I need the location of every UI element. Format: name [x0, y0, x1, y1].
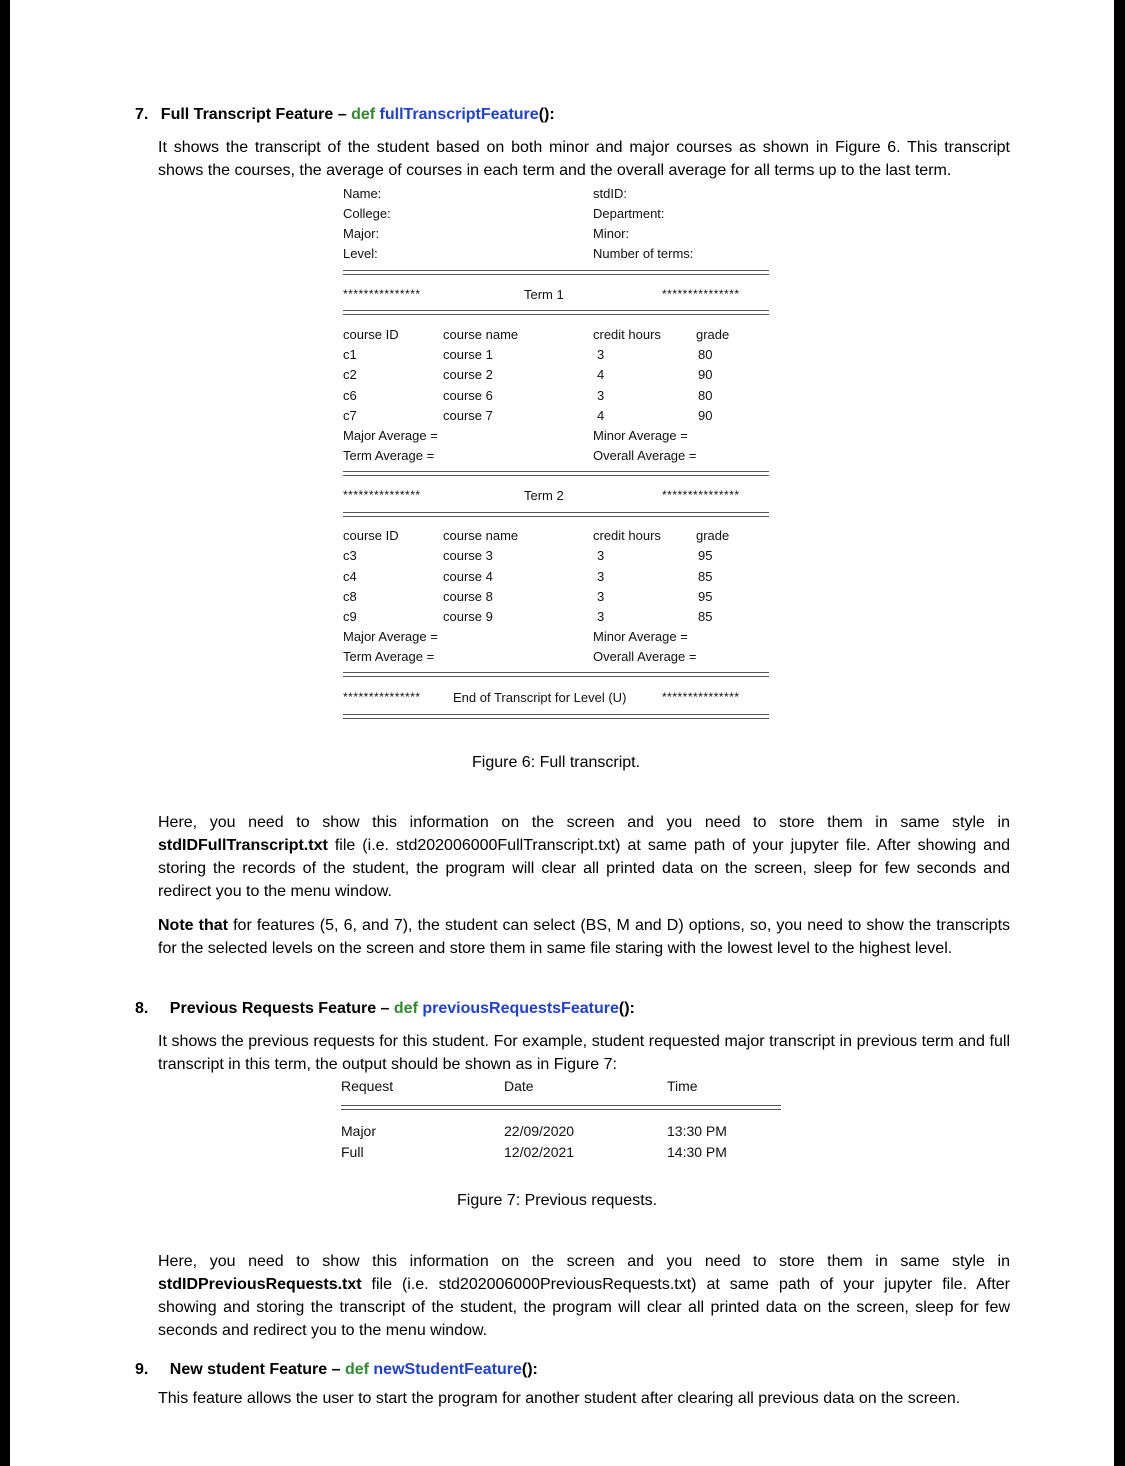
course-name: course 7 [443, 408, 493, 423]
document-page [10, 0, 1114, 1466]
course-name: course 6 [443, 388, 493, 403]
col-credit-hours: credit hours [593, 327, 661, 342]
course-id: c1 [343, 347, 357, 362]
credit-hours: 3 [597, 569, 605, 584]
grade: 90 [698, 408, 713, 423]
section-9-heading [135, 1361, 538, 1379]
credit-hours: 3 [597, 589, 605, 604]
term-2-term-average: Term Average = [343, 649, 435, 664]
separator-rule [343, 270, 769, 275]
filename-bold: stdIDPreviousRequests.txt [158, 1276, 362, 1293]
separator-rule [343, 714, 769, 719]
filename-bold: stdIDFullTranscript.txt [158, 837, 328, 854]
header-number-of-terms: Number of terms: [593, 246, 694, 261]
section-8-function-name: previousRequestsFeature [422, 1000, 619, 1017]
term-2-major-average: Major Average = [343, 629, 438, 644]
header-major: Major: [343, 226, 380, 241]
course-name: course 2 [443, 367, 493, 382]
section-7-title: Full Transcript Feature – [160, 106, 352, 123]
grade: 85 [698, 569, 713, 584]
section-8-title: Previous Requests Feature – [169, 1000, 394, 1017]
paragraph-text: Here, you need to show this information on the screen and you need to store them in same style in [158, 814, 1010, 831]
figure-7-caption: Figure 7: Previous requests. [457, 1192, 658, 1209]
separator-rule [343, 672, 769, 677]
paragraph-text: file (i.e. std202006000PreviousRequests.txt) at same path of your jupyter file. After showing and storing the transcript of the student, the program will clear all printed data on the screen, sleep for few seconds and redirect you to the menu window. [158, 1276, 1010, 1339]
col-course-id: course ID [343, 327, 399, 342]
term-1-term-average: Term Average = [343, 448, 435, 463]
col-course-name: course name [443, 528, 519, 543]
section-9-parens: (): [521, 1361, 538, 1378]
grade: 95 [698, 548, 713, 563]
term-2-minor-average: Minor Average = [593, 629, 688, 644]
note-paragraph [158, 914, 1010, 960]
section-7-function-name: fullTranscriptFeature [379, 106, 539, 123]
grade: 90 [698, 367, 713, 382]
term-2-overall-average: Overall Average = [593, 649, 697, 664]
request-type: Major [341, 1123, 377, 1139]
figure-6-caption: Figure 6: Full transcript. [472, 754, 641, 771]
header-stdid: stdID: [593, 186, 627, 201]
section-8-number: 8. [135, 1000, 149, 1017]
grade: 85 [698, 609, 713, 624]
section-9-title: New student Feature – [169, 1361, 345, 1378]
grade: 80 [698, 347, 713, 362]
grade: 95 [698, 589, 713, 604]
col-course-id: course ID [343, 528, 399, 543]
course-id: c8 [343, 589, 357, 604]
separator-rule [343, 310, 769, 315]
section-7-storage-paragraph [158, 811, 1010, 903]
term-2-stars-right: *************** [662, 488, 740, 502]
col-credit-hours: credit hours [593, 528, 661, 543]
section-8-heading [135, 1000, 635, 1018]
term-1-title: Term 1 [524, 287, 564, 302]
header-college: College: [343, 206, 391, 221]
credit-hours: 3 [597, 388, 605, 403]
section-7-def-keyword: def [351, 106, 380, 123]
course-id: c4 [343, 569, 357, 584]
note-text: for features (5, 6, and 7), the student can select (BS, M and D) options, so, you need to show the transcripts for the selected levels on the screen and store them in same file staring with the lowest level to the highest level. [158, 917, 1011, 957]
grade: 80 [698, 388, 713, 403]
section-7-parens: (): [538, 106, 555, 123]
header-level: Level: [343, 246, 378, 261]
section-9-number: 9. [135, 1361, 149, 1378]
end-of-transcript-text: End of Transcript for Level (U) [453, 690, 627, 705]
credit-hours: 3 [597, 347, 605, 362]
note-label: Note that [158, 917, 228, 934]
term-1-overall-average: Overall Average = [593, 448, 697, 463]
col-date: Date [504, 1078, 534, 1094]
col-grade: grade [696, 327, 730, 342]
course-id: c9 [343, 609, 357, 624]
header-name: Name: [343, 186, 382, 201]
section-9-def-keyword: def [344, 1361, 374, 1378]
term-2-title: Term 2 [524, 488, 564, 503]
course-name: course 8 [443, 589, 493, 604]
course-id: c7 [343, 408, 357, 423]
request-date: 12/02/2021 [504, 1144, 575, 1160]
course-name: course 3 [443, 548, 493, 563]
section-9-function-name: newStudentFeature [373, 1361, 522, 1378]
credit-hours: 3 [597, 609, 605, 624]
course-id: c3 [343, 548, 357, 563]
term-1-stars-left: *************** [343, 287, 421, 301]
paragraph-text: file (i.e. std202006000FullTranscript.txt) at same path of your jupyter file. After showing and storing the records of the student, the program will clear all printed data on the screen, sleep for few seconds and redirect you to the menu window. [158, 837, 1010, 900]
course-name: course 1 [443, 347, 493, 362]
course-name: course 9 [443, 609, 493, 624]
credit-hours: 4 [597, 408, 605, 423]
request-time: 13:30 PM [667, 1123, 727, 1139]
section-8-def-keyword: def [393, 1000, 423, 1017]
request-time: 14:30 PM [667, 1144, 727, 1160]
request-date: 22/09/2020 [504, 1123, 575, 1139]
header-department: Department: [593, 206, 665, 221]
term-1-stars-right: *************** [662, 287, 740, 301]
section-7-intro: It shows the transcript of the student based on both minor and major courses as shown in Figure 6. This transcript shows the courses, the average of courses in each term and the overall average for all terms up to the last term. [158, 139, 1010, 179]
header-minor: Minor: [593, 226, 630, 241]
col-course-name: course name [443, 327, 519, 342]
section-8-intro: It shows the previous requests for this student. For example, student requested major transcript in previous term and full transcript in this term, the output should be shown as in Figure 7: [158, 1033, 1010, 1073]
section-7-number: 7. [135, 106, 149, 123]
section-7-heading [135, 106, 555, 124]
separator-rule [343, 471, 769, 476]
section-8-storage-paragraph [158, 1250, 1010, 1342]
section-8-parens: (): [618, 1000, 635, 1017]
separator-rule [343, 512, 769, 517]
paragraph-text: Here, you need to show this information on the screen and you need to store them in same style in [158, 1253, 1010, 1270]
end-stars-left: *************** [343, 690, 421, 704]
separator-rule [341, 1105, 781, 1110]
section-9-intro: This feature allows the user to start the program for another student after clearing all previous data on the screen. [158, 1390, 961, 1407]
course-name: course 4 [443, 569, 493, 584]
term-1-major-average: Major Average = [343, 428, 438, 443]
col-time: Time [667, 1078, 698, 1094]
col-request: Request [341, 1078, 394, 1094]
end-stars-right: *************** [662, 690, 740, 704]
credit-hours: 3 [597, 548, 605, 563]
course-id: c6 [343, 388, 357, 403]
request-type: Full [341, 1144, 364, 1160]
col-grade: grade [696, 528, 730, 543]
term-2-stars-left: *************** [343, 488, 421, 502]
credit-hours: 4 [597, 367, 605, 382]
term-1-minor-average: Minor Average = [593, 428, 688, 443]
course-id: c2 [343, 367, 357, 382]
